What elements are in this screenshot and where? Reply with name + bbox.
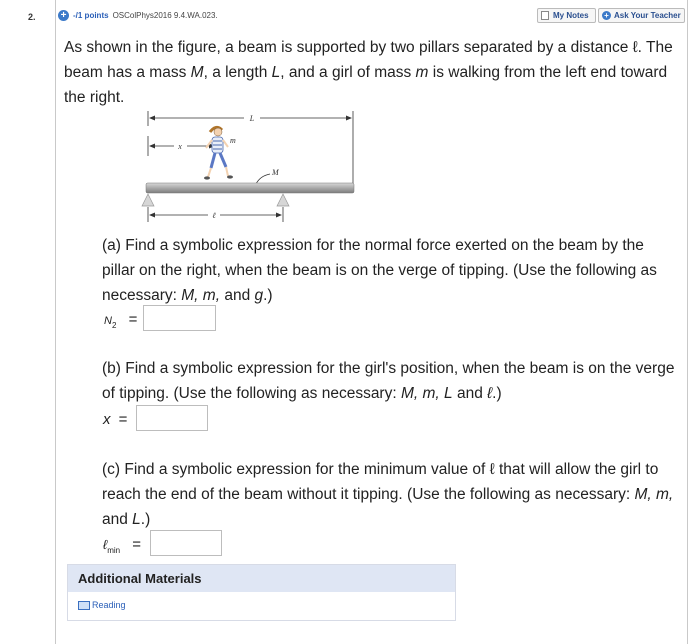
part-var-last: ℓ [487,385,493,402]
var-ell: ℓ [632,39,638,56]
equals-sign: = [118,411,128,428]
answer-label-a [104,311,137,330]
problem-statement [64,35,674,110]
part-text: (b) Find a symbolic expression for the girl's position, when the beam is on the verge of tipping. (Use the following as necessary: [102,360,675,402]
label-x: x [178,142,182,151]
reading-label: Reading [92,600,126,610]
additional-materials-title: Additional Materials [68,565,455,592]
part-text: and [102,511,133,528]
part-var-last: g [254,287,264,304]
answer-input-c[interactable] [150,530,222,556]
question-number: 2. [28,12,36,22]
intro-text: As shown in the figure, a beam is supported by two pillars separated by a distance [64,39,633,56]
label-sub: min [107,546,121,555]
part-text: and [452,385,488,402]
label-M: M [272,168,279,177]
answer-input-b[interactable] [136,405,208,431]
plus-icon: + [602,11,611,20]
intro-text: , a length [203,64,272,81]
part-vars: M, m, L [400,385,453,402]
beam [146,183,354,193]
pillar-left [142,194,154,206]
intro-text: . The beam has a mass [64,39,673,81]
question-header [0,0,700,30]
var-L: L [271,64,281,81]
part-text: .) [263,287,273,304]
answer-input-a[interactable] [143,305,216,331]
intro-text: , and a girl of mass [280,64,416,81]
girl-figure [204,127,233,179]
label-ell: ℓ [103,537,108,552]
ask-teacher-label: Ask Your Teacher [614,11,681,20]
intro-text: is walking from the left end toward the right. [64,64,668,106]
label-N: N [104,315,112,327]
note-icon [541,11,549,20]
var-m: m [415,64,429,81]
part-vars: M, m, [634,486,674,503]
label-m: m [230,136,236,145]
points-info [58,10,218,21]
ask-teacher-button[interactable] [598,8,685,23]
part-a-text [102,233,677,308]
part-var-last: L [132,511,141,528]
equals-sign: = [128,311,138,328]
expand-plus-icon[interactable]: + [58,10,69,21]
pillar-right [277,194,289,206]
book-icon [78,601,90,610]
my-notes-button[interactable] [537,8,596,23]
part-vars: M, m, [181,287,221,304]
beam-figure [138,108,360,230]
my-notes-label: My Notes [553,11,589,20]
equals-sign: = [132,536,142,553]
part-text: and [220,287,255,304]
additional-materials [67,564,456,621]
points-label: -/1 points [73,10,109,20]
label-sub: 2 [111,321,117,330]
reading-link[interactable] [68,592,455,610]
label-ell: ℓ [212,211,216,220]
answer-label-b [103,411,127,428]
var-M: M [190,64,204,81]
label-x: x [103,411,111,428]
label-L: L [249,114,255,123]
part-c-text [102,457,677,532]
part-text: (a) Find a symbolic expression for the normal force exerted on the beam by the pillar on the right, when the beam is on the verge of tipping. (Use the following as necessary: [102,237,657,304]
answer-label-c [103,536,141,555]
part-text: (c) Find a symbolic expression for the minimum value of ℓ that will allow the girl to reach the end of the beam without it tipping. (Use the following as necessary: [102,461,659,503]
part-b-text [102,356,677,406]
problem-code: OSColPhys2016 9.4.WA.023. [112,10,218,20]
part-text: .) [140,511,151,528]
part-text: .) [492,385,502,402]
